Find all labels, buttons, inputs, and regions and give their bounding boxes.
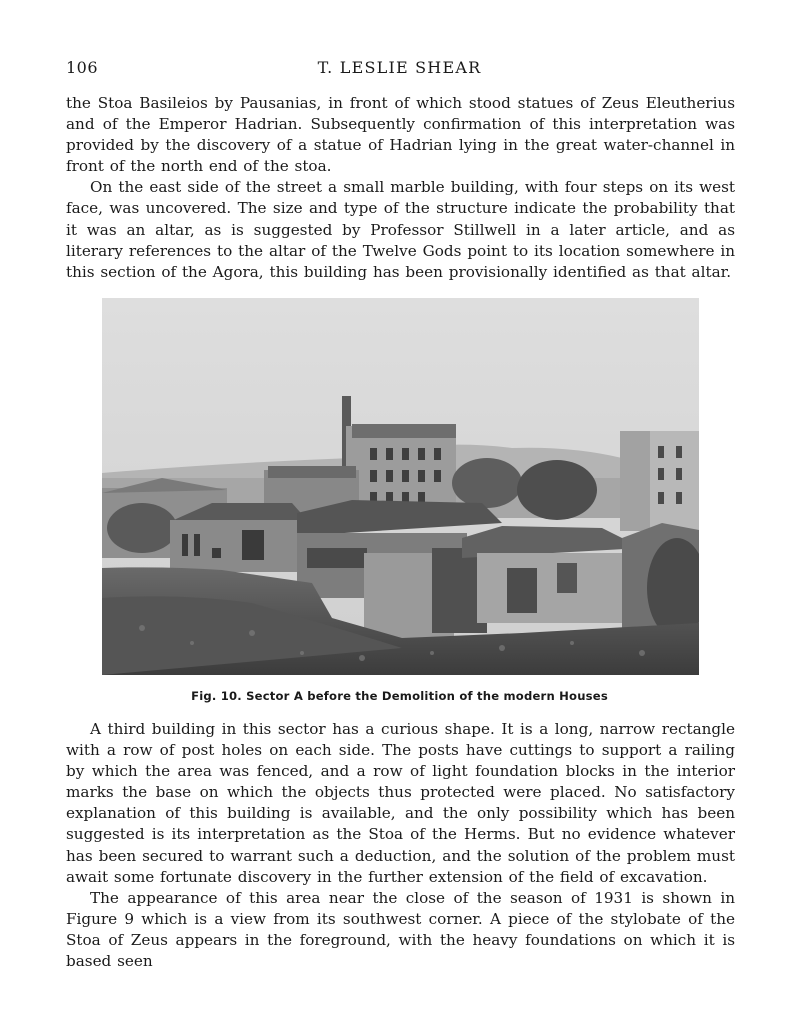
paragraph: The appearance of this area near the close of the season of 1931 is shown in Figure 9 which is a view from its southwest corner. A piece of the stylobate of the Stoa of Zeus appears in the foreground, with the heavy foundations on which it is based seen: [66, 888, 735, 971]
figure-photograph: [102, 298, 699, 675]
running-head: T. LESLIE SHEAR: [317, 58, 482, 77]
page-number: 106: [66, 58, 99, 77]
paragraph: the Stoa Basileios by Pausanias, in front of which stood statues of Zeus Eleutherius and of the Emperor Hadrian. Subsequently confirmation of this interpretation was provided by the discovery of a statue of Hadrian lying in the great water-channel in front of the north end of the stoa.: [66, 94, 735, 176]
text-block-top: [66, 93, 735, 283]
text-block-bottom: [66, 719, 735, 972]
paragraph: A third building in this sector has a curious shape. It is a long, narrow rectangle with a row of post holes on each side. The posts have cuttings to support a railing by which the area was fenced, and a row of light foundation blocks in the interior marks the base on which the objects thus protected were placed. No satisfactory explanation of this building is available, and the only possibility which has been suggested is its interpretation as the Stoa of the Herms. But no evidence whatever has been secured to warrant such a deduction, and the solution of the problem must await some fortunate discovery in the further extension of the field of excavation.: [66, 720, 735, 886]
figure-caption: Fig. 10. Sector A before the Demolition of the modern Houses: [191, 689, 608, 703]
paragraph: On the east side of the street a small marble building, with four steps on its west face, was uncovered. The size and type of the structure indicate the probability that it was an altar, as is suggested by Professor Stillwell in a later article, and as literary references to the altar of the Twelve Gods point to its location somewhere in this section of the Agora, this building has been provisionally identified as that altar.: [66, 178, 735, 281]
photograph-sector-a-houses: [102, 298, 699, 675]
